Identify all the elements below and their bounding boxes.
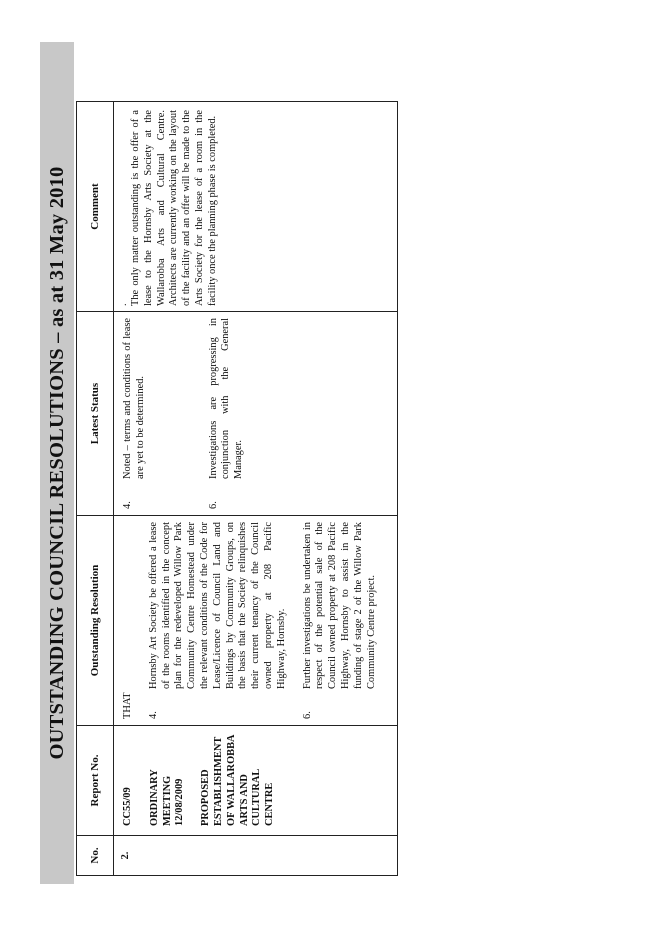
resolution-item [148, 522, 289, 719]
comment-mark: . [118, 303, 129, 306]
meeting-label: ORDINARY MEETING 12/08/2009 [148, 769, 186, 826]
title-band [40, 42, 74, 884]
header-status: Latest Status [77, 312, 114, 516]
status-spacer [148, 318, 208, 509]
header-no: No. [77, 836, 114, 876]
status-text: Noted – terms and conditions of lease are yet to be determined. [122, 318, 146, 479]
comment-text: The only matter outstanding is the offer of a lease to the Hornsby Arts Society at the Wallarobba Arts and Cultural Centre. Architects are currently working on the layout of the facility and an offer will be made to the Arts Society for the lease of a room in the facility once the planning phase is completed. [130, 110, 218, 306]
header-resolution: Outstanding Resolution [77, 516, 114, 726]
resolution-number: 4. [147, 711, 159, 719]
report-number: CC55/09 [122, 787, 133, 826]
comment-cell [114, 102, 398, 312]
table-row [114, 102, 398, 876]
row-number: 2. [114, 836, 398, 876]
status-cell [114, 312, 398, 516]
status-number: 4. [122, 501, 133, 509]
resolutions-table [76, 101, 398, 876]
status-item [122, 318, 148, 509]
resolution-intro: THAT [122, 692, 133, 719]
report-subject: PROPOSED ESTABLISHMENT OF WALLAROBBA ARTS AND CULTURAL CENTRE [200, 735, 276, 826]
resolution-cell [114, 516, 398, 726]
resolution-text: Further investigations be undertaken in respect of the potential sale of the Council owned property at 208 Pacific Highway, Hornsby to assist in the funding of stage 2 of the Willow Park Community Centre project. [301, 522, 377, 689]
page-title: OUTSTANDING COUNCIL RESOLUTIONS – as at 31 May 2010 [46, 166, 68, 760]
table-header-row [77, 102, 114, 876]
header-comment: Comment [77, 102, 114, 312]
status-item [208, 318, 246, 509]
resolution-item [302, 522, 379, 719]
resolution-number: 6. [301, 711, 313, 719]
resolution-text: Hornsby Art Society be offered a lease of the rooms identified in the concept plan for the redeveloped Willow Park Community Centre Homestead under the relevant conditions of the Code for Lease/Licence of Council Land and Buildings by Community Groups, on the basis that the Society relinquishes their current tenancy of the Council owned property at 208 Pacific Highway, Hornsby. [147, 522, 287, 689]
status-text: Investigations are progressing in conjunction with the General Manager. [207, 318, 245, 479]
report-cell [114, 726, 398, 836]
status-number: 6. [207, 501, 219, 509]
header-report: Report No. [77, 726, 114, 836]
